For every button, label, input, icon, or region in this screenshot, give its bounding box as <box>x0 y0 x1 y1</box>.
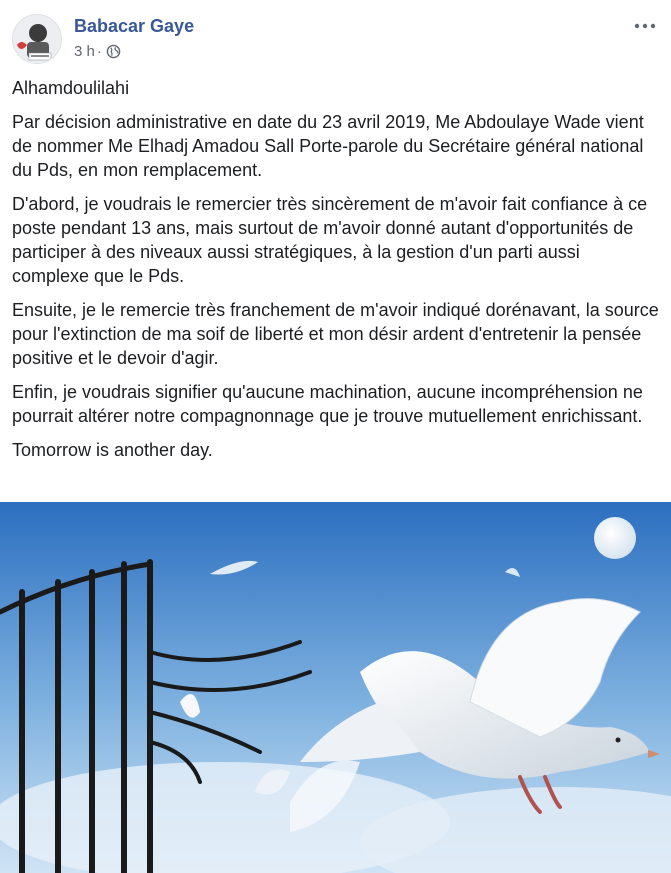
post-paragraph: Par décision administrative en date du 23 avril 2019, Me Abdoulaye Wade vient de nommer Me Elhadj Amadou Sall Porte-parole du Secrétaire général national du Pds, en mon remplacement. <box>12 112 644 180</box>
post-body <box>12 76 659 472</box>
post-timestamp[interactable]: 3 h <box>74 43 95 60</box>
post-paragraph: Tomorrow is another day. <box>12 440 213 460</box>
post-image[interactable] <box>0 502 671 873</box>
post-paragraph: Alhamdoulilahi <box>12 78 130 98</box>
post-header <box>12 12 659 68</box>
post-meta <box>74 43 121 60</box>
author-name[interactable]: Babacar Gaye <box>74 16 195 36</box>
more-options-icon[interactable] <box>631 16 659 36</box>
author-avatar[interactable] <box>12 14 62 64</box>
post-paragraph: Enfin, je voudrais signifier qu'aucune machination, aucune incompréhension ne pourrait altérer notre compagnonnage que je trouve mutuellement enrichissant. <box>12 382 643 426</box>
post-paragraph: D'abord, je voudrais le remercier très sincèrement de m'avoir fait confiance à ce poste pendant 13 ans, mais surtout de m'avoir donné autant d'opportunités de participer à des niveaux aussi stratégiques, à la gestion d'un parti aussi complexe que le Pds. <box>12 194 648 286</box>
dove-illustration <box>0 502 671 873</box>
post-paragraph: Ensuite, je le remercie très franchement de m'avoir indiqué dorénavant, la source pour l'extinction de ma soif de liberté et mon désir ardent d'entretenir la pensée positive et le devoir d'agir. <box>12 300 659 368</box>
globe-icon[interactable] <box>106 44 121 59</box>
avatar-image <box>13 15 62 64</box>
meta-separator: · <box>96 43 102 60</box>
moon <box>594 517 636 559</box>
